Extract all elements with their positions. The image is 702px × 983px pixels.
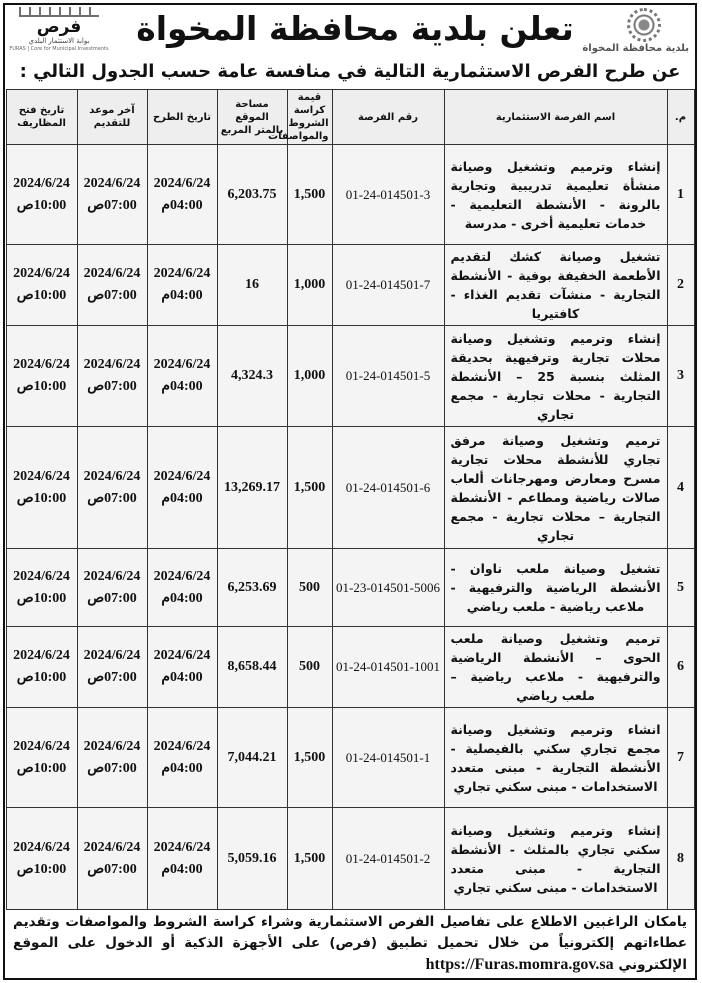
issue-date-date: 2024/6/24 — [153, 648, 211, 663]
opening-date-time: 10:00ص — [16, 590, 67, 606]
opportunity-id-text: 01-24-014501-2 — [345, 850, 431, 866]
deadline-date: 2024/6/24 — [83, 468, 141, 484]
row-number — [667, 245, 694, 326]
opportunities-table — [6, 89, 695, 910]
opening-date-date: 2024/6/24 — [13, 568, 70, 584]
row-number-text: 1 — [677, 186, 684, 202]
table-row — [6, 808, 694, 910]
furas-logo-caption: بوابة الاستثمار البلدي — [28, 37, 90, 45]
opportunity-name — [444, 326, 667, 427]
opportunity-id-text: 01-24-014501-6 — [345, 479, 431, 495]
opening-date-date: 2024/6/24 — [13, 839, 70, 855]
table-header-row — [6, 90, 694, 145]
site-area-text: 7,044.21 — [227, 749, 277, 765]
opportunity-name — [444, 627, 667, 708]
opportunity-name-text: تشغيل وصيانة كشك لتقديم الأطعمة الخفيفة بوفية - الأنشطة التجارية - منشآت تقديم الغذاء - كافتيريا — [450, 249, 661, 321]
deadline-time: 07:00ص — [87, 760, 137, 776]
deadline-date: 2024/6/24 — [83, 738, 141, 754]
row-number — [667, 145, 694, 245]
opportunity-id-text: 01-24-014501-5 — [345, 368, 431, 383]
opportunity-name-text: إنشاء وترميم وتشغيل وصيانة منشأة تعليمية تدريبية وتجارية بالرونة - الأنشطة التعليمية - خدمات تعليمية أخرى - مدرسة — [450, 158, 661, 231]
advertisement — [3, 3, 697, 980]
booklet-fee-text: 1,000 — [293, 368, 326, 383]
table-row — [6, 549, 694, 627]
skyline-icon — [19, 7, 99, 17]
issue-date — [147, 627, 217, 708]
opening-date-time: 10:00ص — [16, 197, 67, 213]
site-area-text: 8,658.44 — [227, 659, 277, 674]
issue-date-time: 04:00م — [161, 379, 203, 394]
opportunity-id-text: 01-24-014501-1001 — [336, 659, 440, 674]
deadline-time: 07:00ص — [87, 197, 137, 213]
issue-date — [147, 145, 217, 245]
deadline — [77, 808, 147, 910]
site-area-text: 5,059.16 — [227, 850, 277, 866]
deadline-time: 07:00ص — [87, 670, 137, 685]
row-number-text: 7 — [677, 749, 684, 765]
opportunity-id-text: 01-24-014501-7 — [345, 277, 431, 292]
deadline-date: 2024/6/24 — [83, 175, 141, 191]
booklet-fee — [287, 427, 332, 549]
booklet-fee — [287, 808, 332, 910]
opening-date — [6, 427, 77, 549]
deadline — [77, 145, 147, 245]
opening-date-time: 10:00ص — [16, 379, 67, 394]
column-header-fee: قيمة كراسة الشروط والمواصفات — [287, 90, 332, 145]
column-header-opening-date: تاريخ فتح المظاريف — [6, 90, 77, 145]
issue-date-time: 04:00م — [161, 197, 203, 213]
opportunity-id — [332, 145, 444, 245]
issue-date — [147, 808, 217, 910]
issue-date-date: 2024/6/24 — [153, 568, 211, 584]
opening-date-date: 2024/6/24 — [13, 266, 70, 281]
issue-date-date: 2024/6/24 — [153, 839, 211, 855]
issue-date-time: 04:00م — [161, 670, 203, 685]
municipality-logo — [582, 8, 689, 58]
site-area-text: 16 — [245, 277, 259, 292]
booklet-fee — [287, 708, 332, 808]
row-number-text: 5 — [677, 579, 684, 595]
page-subtitle: عن طرح الفرص الاستثمارية التالية في منافسة عامة حسب الجدول التالي : — [19, 61, 681, 82]
opening-date — [6, 326, 77, 427]
site-area — [217, 549, 287, 627]
opening-date — [6, 708, 77, 808]
booklet-fee-text: 1,500 — [293, 850, 326, 866]
issue-date-time: 04:00م — [161, 490, 203, 506]
opening-date — [6, 627, 77, 708]
opening-date-date: 2024/6/24 — [13, 175, 70, 191]
opening-date-date: 2024/6/24 — [13, 738, 70, 754]
booklet-fee — [287, 326, 332, 427]
row-number-text: 3 — [677, 368, 684, 383]
issue-date — [147, 708, 217, 808]
column-header-area: مساحة الموقع بالمتر المربع — [217, 90, 287, 145]
opportunity-name-text: إنشاء وترميم وتشغيل وصيانة سكني تجاري بالمثلث - الأنشطة التجارية - مبنى متعدد الاستخدامات - مبنى سكني تجاري — [450, 822, 661, 895]
deadline — [77, 708, 147, 808]
deadline — [77, 627, 147, 708]
row-number — [667, 549, 694, 627]
issue-date-date: 2024/6/24 — [153, 266, 211, 281]
opportunity-name — [444, 427, 667, 549]
furas-logo-caption-en: FURAS | Core for Municipal Investments — [9, 46, 109, 52]
site-area — [217, 627, 287, 708]
booklet-fee — [287, 549, 332, 627]
table-row — [6, 326, 694, 427]
opening-date-time: 10:00ص — [16, 861, 67, 877]
opening-date-time: 10:00ص — [16, 760, 67, 776]
deadline — [77, 326, 147, 427]
row-number — [667, 808, 694, 910]
footer-note — [5, 910, 695, 978]
opening-date — [6, 549, 77, 627]
site-area-text: 6,203.75 — [227, 186, 277, 202]
opportunity-id — [332, 708, 444, 808]
opportunity-name — [444, 549, 667, 627]
site-area — [217, 427, 287, 549]
row-number-text: 6 — [677, 659, 684, 674]
header — [5, 5, 695, 89]
opening-date-date: 2024/6/24 — [13, 468, 70, 484]
opportunity-id-text: 01-23-014501-5006 — [336, 579, 440, 595]
issue-date-time: 04:00م — [161, 288, 203, 303]
opening-date-time: 10:00ص — [16, 670, 67, 685]
table-row — [6, 627, 694, 708]
site-area-text: 6,253.69 — [227, 579, 277, 595]
footer-text: يامكان الراغبين الاطلاع على تفاصيل الفرص الاستثمارية وشراء كراسة الشروط والمواصفات وتقديم عطاءاتهم إلكترونياً من خلال تحميل تطبيق (فرص) على الأجهزة الذكية أو الدخول على الموقع الإلكتروني — [13, 914, 687, 973]
deadline-time: 07:00ص — [87, 590, 137, 606]
opportunity-name-text: انشاء وترميم وتشغيل وصيانة مجمع تجاري سكني بالفيصلية - الأنشطة التجارية - مبنى متعدد الاستخدامات - مبنى سكني تجاري — [450, 721, 661, 794]
column-header-id: رقم الفرصة — [332, 90, 444, 145]
opening-date — [6, 808, 77, 910]
opportunity-id — [332, 549, 444, 627]
page-title: تعلن بلدية محافظة المخواة — [136, 9, 574, 48]
column-header-number: م. — [667, 90, 694, 145]
opportunity-name-text: تشغيل وصيانة ملعب ناوان - الأنشطة الرياضية والترفيهية - ملاعب رياضية - ملعب رياضي — [450, 561, 661, 614]
booklet-fee-text: 1,500 — [293, 749, 326, 765]
opportunity-id — [332, 627, 444, 708]
booklet-fee-text: 500 — [299, 579, 320, 595]
deadline — [77, 549, 147, 627]
row-number — [667, 427, 694, 549]
opportunity-name-text: ترميم وتشغيل وصيانة مرفق تجاري للأنشطة محلات تجارية مسرح ومعارض ومهرجانات ألعاب صالات رياضية ومطاعم - الأنشطة التجارية – محلات تجارية - مجمع تجاري — [450, 432, 661, 543]
municipality-logo-text: بلدية محافظة المخواة — [582, 43, 689, 54]
opportunity-name — [444, 245, 667, 326]
row-number — [667, 326, 694, 427]
opportunity-id-text: 01-24-014501-3 — [345, 186, 431, 202]
issue-date — [147, 245, 217, 326]
deadline-date: 2024/6/24 — [83, 266, 141, 281]
opportunity-id — [332, 245, 444, 326]
booklet-fee-text: 1,500 — [293, 186, 326, 202]
furas-logo-name: فرص — [36, 17, 82, 37]
opening-date — [6, 245, 77, 326]
row-number — [667, 708, 694, 808]
opportunity-id — [332, 427, 444, 549]
issue-date-date: 2024/6/24 — [153, 738, 211, 754]
deadline-time: 07:00ص — [87, 861, 137, 877]
deadline-time: 07:00ص — [87, 379, 137, 394]
row-number — [667, 627, 694, 708]
booklet-fee-text: 500 — [299, 659, 320, 674]
site-area — [217, 145, 287, 245]
site-area — [217, 808, 287, 910]
issue-date-date: 2024/6/24 — [153, 175, 211, 191]
opening-date-time: 10:00ص — [16, 288, 67, 303]
column-header-issue-date: تاريخ الطرح — [147, 90, 217, 145]
opening-date-date: 2024/6/24 — [13, 648, 70, 663]
furas-logo — [9, 7, 109, 58]
opportunity-name — [444, 708, 667, 808]
site-area — [217, 245, 287, 326]
opportunity-id — [332, 808, 444, 910]
deadline-time: 07:00ص — [87, 288, 137, 303]
issue-date-date: 2024/6/24 — [153, 468, 211, 484]
opportunity-name-text: إنشاء وترميم وتشغيل وصيانة محلات تجارية وترفيهية بحديقة المثلث بنسبة 25 – الأنشطة التجارية - محلات تجارية - مجمع تجاري — [450, 330, 661, 422]
opportunity-id — [332, 326, 444, 427]
opening-date-time: 10:00ص — [16, 490, 67, 506]
column-header-name: اسم الفرصة الاستثمارية — [444, 90, 667, 145]
table-row — [6, 145, 694, 245]
municipality-emblem-icon — [627, 8, 661, 42]
opening-date — [6, 145, 77, 245]
opportunity-name-text: ترميم وتشغيل وصيانة ملعب الحوى – الأنشطة الرياضية والترفيهية - ملاعب رياضية – ملعب رياضي — [450, 631, 661, 703]
issue-date-time: 04:00م — [161, 760, 203, 776]
website-link[interactable]: https://Furas.momra.gov.sa — [425, 956, 614, 973]
table-row — [6, 427, 694, 549]
issue-date-time: 04:00م — [161, 590, 203, 606]
deadline-date: 2024/6/24 — [83, 839, 141, 855]
booklet-fee — [287, 145, 332, 245]
deadline-time: 07:00ص — [87, 490, 137, 506]
issue-date — [147, 326, 217, 427]
site-area-text: 4,324.3 — [231, 368, 273, 383]
site-area-text: 13,269.17 — [224, 479, 280, 495]
opportunity-id-text: 01-24-014501-1 — [345, 749, 431, 765]
table-row — [6, 245, 694, 326]
deadline — [77, 427, 147, 549]
site-area — [217, 326, 287, 427]
column-header-deadline: آخر موعد للتقديم — [77, 90, 147, 145]
opening-date-date: 2024/6/24 — [13, 357, 70, 372]
issue-date — [147, 549, 217, 627]
row-number-text: 2 — [677, 277, 684, 292]
row-number-text: 8 — [677, 850, 684, 866]
deadline-date: 2024/6/24 — [83, 357, 141, 372]
issue-date-date: 2024/6/24 — [153, 357, 211, 372]
booklet-fee — [287, 627, 332, 708]
opportunity-name — [444, 145, 667, 245]
issue-date-time: 04:00م — [161, 861, 203, 877]
site-area — [217, 708, 287, 808]
booklet-fee-text: 1,000 — [293, 277, 326, 292]
row-number-text: 4 — [677, 479, 684, 495]
deadline-date: 2024/6/24 — [83, 568, 141, 584]
deadline-date: 2024/6/24 — [83, 648, 141, 663]
deadline — [77, 245, 147, 326]
opportunity-name — [444, 808, 667, 910]
issue-date — [147, 427, 217, 549]
table-row — [6, 708, 694, 808]
booklet-fee-text: 1,500 — [293, 479, 326, 495]
booklet-fee — [287, 245, 332, 326]
